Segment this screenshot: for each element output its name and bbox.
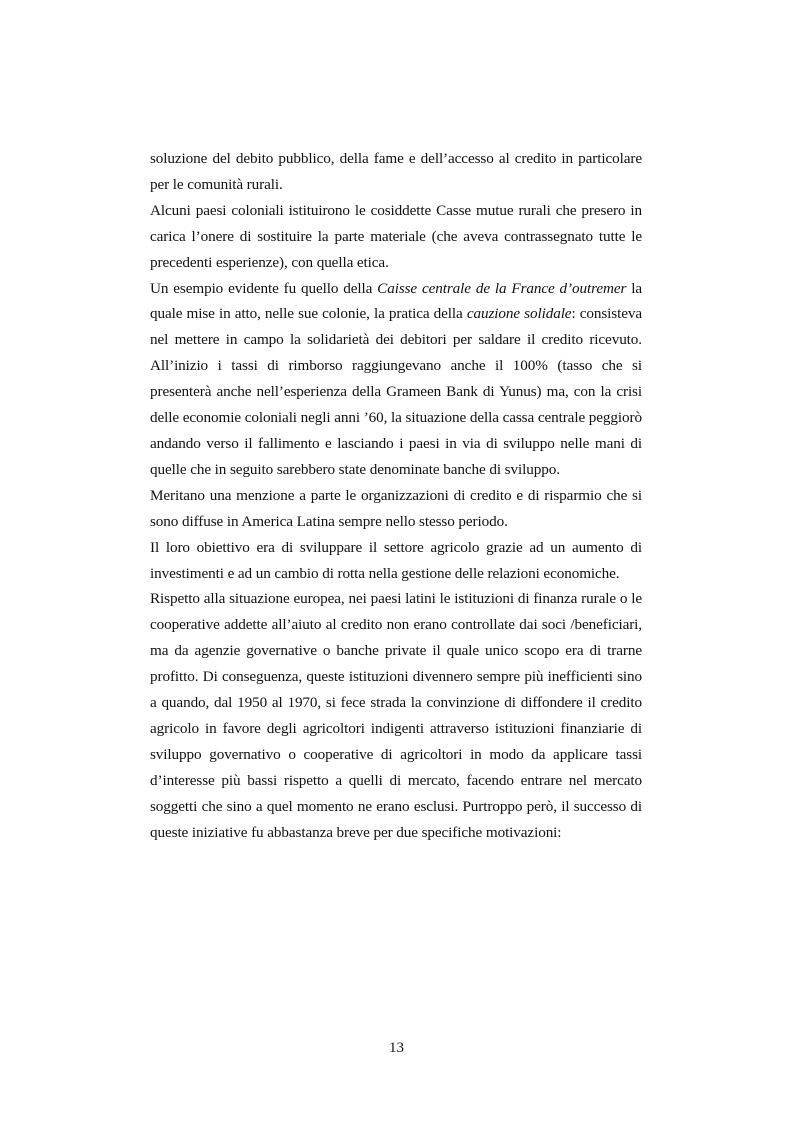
paragraph-text: Il loro obiettivo era di sviluppare il settore agricolo grazie ad un aumento di investimenti e ad un cambio di rotta nella gestione delle relazioni economiche. bbox=[150, 538, 642, 582]
body-text bbox=[150, 146, 642, 845]
paragraph-text: Alcuni paesi coloniali istituirono le cosiddette Casse mutue rurali che presero in carica l’onere di sostituire la parte materiale (che aveva contrassegnato tutte le precedenti esperienze), con quella etica. bbox=[150, 201, 642, 271]
paragraph bbox=[150, 586, 642, 845]
paragraph-text: la quale mise in atto, nelle sue colonie, la pratica della bbox=[150, 279, 642, 323]
page-number: 13 bbox=[389, 1040, 404, 1056]
paragraph-text: Meritano una menzione a parte le organizzazioni di credito e di risparmio che si sono diffuse in America Latina sempre nello stesso periodo. bbox=[150, 486, 642, 530]
paragraph bbox=[150, 198, 642, 276]
italic-term-caisse-centrale: Caisse centrale de la France d’outremer bbox=[377, 279, 627, 297]
paragraph-text: Un esempio evidente fu quello della bbox=[150, 279, 378, 297]
paragraph-text: : consisteva nel mettere in campo la solidarietà dei debitori per saldare il credito ricevuto. All’inizio i tassi di rimborso raggiungevano anche il 100% (tasso che si presenterà anche nell’esperienza della Grameen Bank di Yunus) ma, con la crisi delle economie coloniali negli anni ’60, la situazione della cassa centrale peggiorò andando verso il fallimento e lasciando i paesi in via di sviluppo nelle mani di quelle che in seguito sarebbero state denominate banche di sviluppo. bbox=[150, 305, 642, 478]
paragraph bbox=[150, 535, 642, 587]
paragraph bbox=[150, 483, 642, 535]
paragraph-text: soluzione del debito pubblico, della fame e dell’accesso al credito in particolare per le comunità rurali. bbox=[150, 150, 642, 193]
paragraph bbox=[150, 146, 642, 198]
paragraph bbox=[150, 276, 642, 483]
paragraph-text: Rispetto alla situazione europea, nei paesi latini le istituzioni di finanza rurale o le cooperative addette all’aiuto al credito non erano controllate dai soci /beneficiari, ma da agenzie governative o banche private il quale unico scopo era di trarne profitto. Di conseguenza, queste istituzioni divennero sempre più inefficienti sino a quando, dal 1950 al 1970, si fece strada la convinzione di diffondere il credito agricolo in favore degli agricoltori indigenti attraverso istituzioni finanziarie di sviluppo governativo o cooperative di agricoltori in modo da applicare tassi d’interesse più bassi rispetto a quelli di mercato, facendo entrare nel mercato soggetti che sino a quel momento ne erano esclusi. Purtroppo però, il successo di queste iniziative fu abbastanza breve per due specifiche motivazioni: bbox=[150, 590, 642, 841]
italic-term-cauzione-solidale: cauzione solidale bbox=[466, 305, 572, 323]
